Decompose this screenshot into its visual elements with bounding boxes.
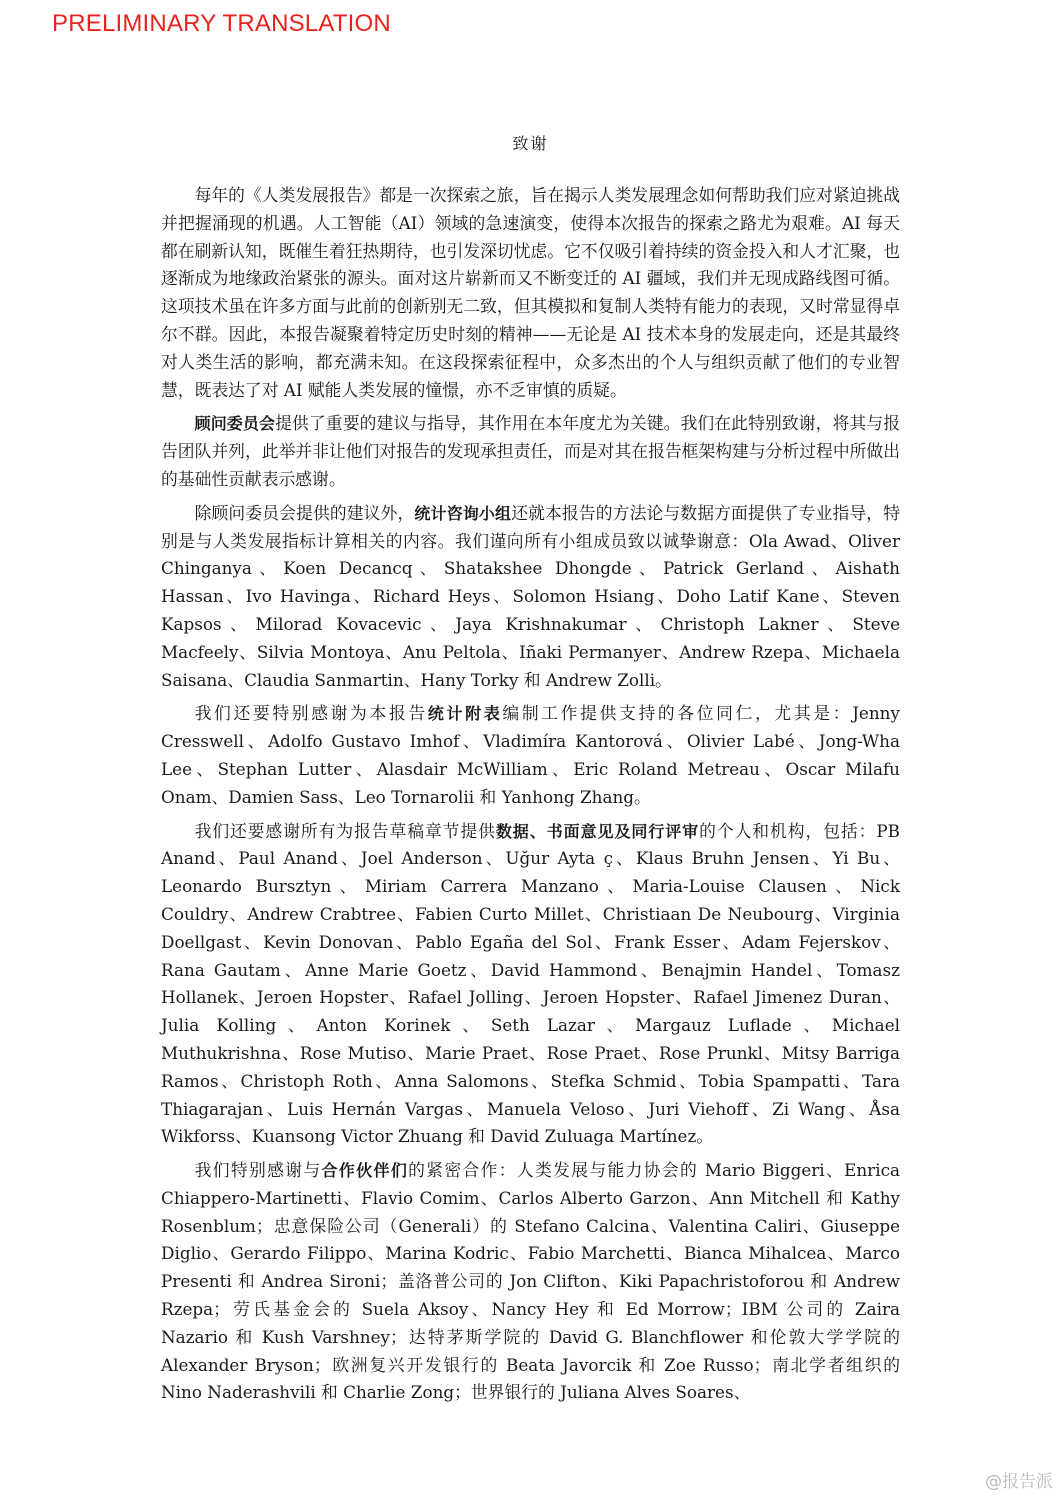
paragraph-5 — [161, 818, 900, 1152]
paragraph-text: 我们还要特别感谢为本报告 — [194, 703, 428, 724]
paragraph-text: 提供了重要的建议与指导，其作用在本年度尤为关键。我们在此特别致谢，将其与报告团队并列，此举并非让他们对报告的发现承担责任，而是对其在报告框架构建与分析过程中所做出的基础性贡献表示感谢。 — [161, 413, 900, 489]
paragraph-text: 的紧密合作：人类发展与能力协会的 Mario Biggeri、Enrica Chiappero-Martinetti、Flavio Comim、Carlos Alberto Garzon、Ann Mitchell 和 Kathy Rosenblum；忠意保险公司（Generali）的 Stefano Calcina、Valentina Caliri、Giuseppe Diglio、Gerardo Filippo、Marina Kodric、Fabio Marchetti、Bianca Mihalcea、Marco Presenti 和 Andrea Sironi；盖洛普公司的 Jon Clifton、Kiki Papachristoforou 和 Andrew Rzepa；劳氏基金会的 Suela Aksoy、Nancy Hey 和 Ed Morrow；IBM 公司的 Zaira Nazario 和 Kush Varshney；达特茅斯学院的 David G. Blanchflower 和伦敦大学学院的 Alexander Bryson；欧洲复兴开发银行的 Beata Javorcik 和 Zoe Russo；南北学者组织的 Nino Naderashvili 和 Charlie Zong；世界银行的 Juliana Alves Soares、 — [161, 1160, 900, 1403]
bold-term: 数据、书面意见及同行评审 — [495, 821, 700, 841]
paragraph-text: 编制工作提供支持的各位同仁，尤其是：Jenny Cresswell、Adolfo Gustavo Imhof、Vladimíra Kantorová、Olivier Labé、Jong-Wha Lee、Stephan Lutter、Alasdair McWilliam、Eric Roland Metreau、Oscar Milafu Onam、Damien Sass、Leo Tornarolii 和 Yanhong Zhang。 — [161, 703, 900, 807]
paragraph-6 — [161, 1157, 900, 1407]
paragraph-text: 我们特别感谢与 — [194, 1160, 322, 1181]
preliminary-translation-banner: PRELIMINARY TRANSLATION — [52, 10, 391, 37]
paragraph-4 — [161, 700, 900, 811]
watermark: @报告派 — [985, 1472, 1053, 1492]
acknowledgements-body — [161, 182, 900, 1413]
paragraph-2 — [161, 410, 900, 493]
bold-term: 合作伙伴们 — [321, 1161, 409, 1181]
paragraph-text: 还就本报告的方法论与数据方面提供了专业指导，特别是与人类发展指标计算相关的内容。我们谨向所有小组成员致以诚挚谢意：Ola Awad、Oliver Chinganya、Koen Decancq、Shatakshee Dhongde、Patrick Gerland、Aishath Hassan、Ivo Havinga、Richard Heys、Solomon Hsiang、Doho Latif Kane、Steven Kapsos、Milorad Kovacevic、Jaya Krishnakumar、Christoph Lakner、Steve Macfeely、Silvia Montoya、Anu Peltola、Iñaki Permanyer、Andrew Rzepa、Michaela Saisana、Claudia Sanmartin、Hany Torky 和 Andrew Zolli。 — [161, 502, 900, 690]
paragraph-text: 每年的《人类发展报告》都是一次探索之旅，旨在揭示人类发展理念如何帮助我们应对紧迫挑战并把握涌现的机遇。人工智能（AI）领域的急速演变，使得本次报告的探索之路尤为艰难。AI 每天都在刷新认知，既催生着狂热期待，也引发深切忧虑。它不仅吸引着持续的资金投入和人才汇聚，也逐渐成为地缘政治紧张的源头。面对这片崭新而又不断变迁的 AI 疆域，我们并无现成路线图可循。这项技术虽在许多方面与此前的创新别无二致，但其模拟和复制人类特有能力的表现，又时常显得卓尔不群。因此，本报告凝聚着特定历史时刻的精神——无论是 AI 技术本身的发展走向，还是其最终对人类生活的影响，都充满未知。在这段探索征程中，众多杰出的个人与组织贡献了他们的专业智慧，既表达了对 AI 赋能人类发展的憧憬，亦不乏审慎的质疑。 — [161, 185, 900, 400]
paragraph-3 — [161, 500, 900, 695]
paragraph-text: 我们还要感谢所有为报告草稿章节提供 — [194, 820, 496, 841]
bold-term: 统计咨询小组 — [414, 503, 512, 523]
page-title: 致谢 — [512, 134, 549, 153]
paragraph-1 — [161, 182, 900, 404]
bold-term: 统计附表 — [427, 704, 503, 724]
paragraph-text: 除顾问委员会提供的建议外， — [194, 502, 415, 523]
bold-term: 顾问委员会 — [194, 414, 276, 434]
paragraph-text: 的个人和机构，包括：PB Anand、Paul Anand、Joel Anderson、Uğur Ayta ç、Klaus Bruhn Jensen、Yi Bu、Leonardo Bursztyn、Miriam Carrera Manzano、Maria-Louise Clausen、Nick Couldry、Andrew Crabtree、Fabien Curto Millet、Christiaan De Neubourg、Virginia Doellgast、Kevin Donovan、Pablo Egaña del Sol、Frank Esser、Adam Fejerskov、Rana Gautam、Anne Marie Goetz、David Hammond、Benajmin Handel、Tomasz Hollanek、Jeroen Hopster、Rafael Jolling、Jeroen Hopster、Rafael Jimenez Duran、Julia Kolling、Anton Korinek、Seth Lazar、Margauz Luflade、Michael Muthukrishna、Rose Mutiso、Marie Praet、Rose Praet、Rose Prunkl、Mitsy Barriga Ramos、Christoph Roth、Anna Salomons、Stefka Schmid、Tobia Spampatti、Tara Thiagarajan、Luis Hernán Vargas、Manuela Veloso、Juri Viehoff、Zi Wang、Åsa Wikforss、Kuansong Victor Zhuang 和 David Zuluaga Martínez。 — [161, 820, 900, 1147]
